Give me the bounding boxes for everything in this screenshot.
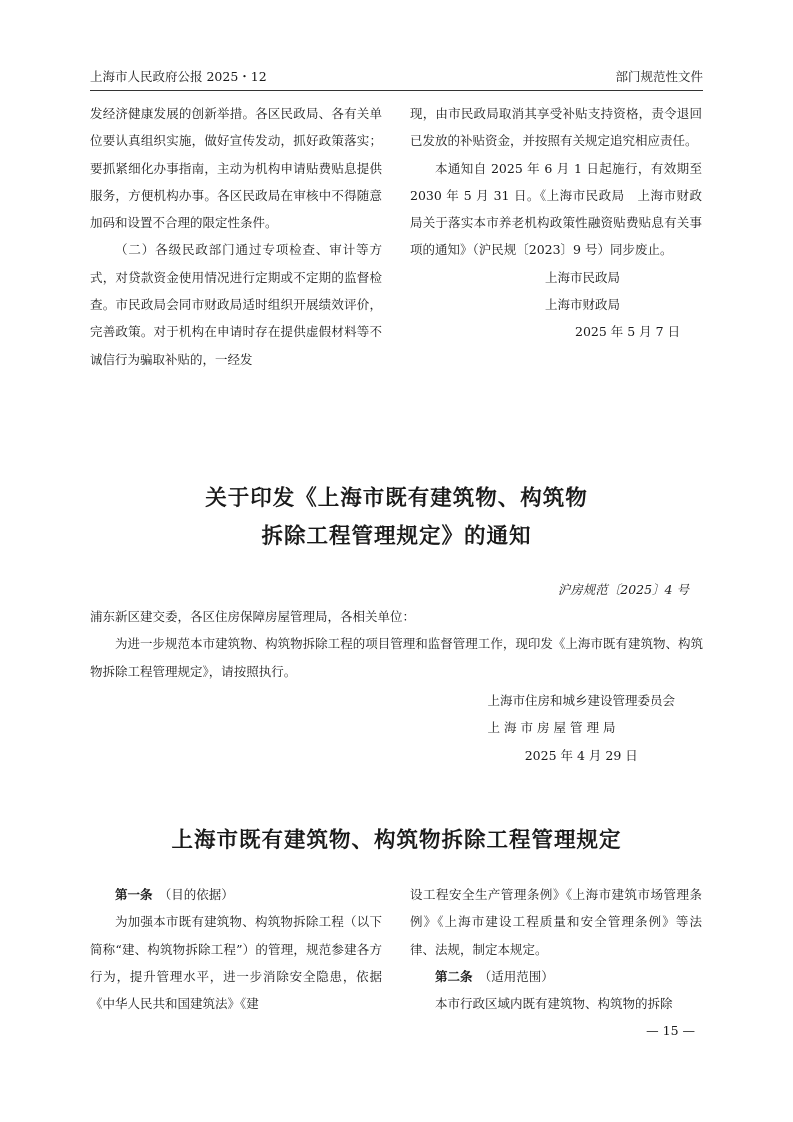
- char: 屋: [553, 720, 566, 736]
- signature-line-spread: [487, 714, 675, 741]
- article-topic: （目的依据）: [165, 887, 234, 902]
- column-4: [410, 881, 702, 1017]
- column-2: [410, 100, 702, 346]
- signature-line: 上海市民政局: [545, 269, 621, 285]
- article-body: 本市行政区域内既有建筑物、构筑物的拆除: [435, 996, 673, 1012]
- paragraph: 本通知自 2025 年 6 月 1 日起施行，有效期至 2030 年 5 月 31 日。《上海市民政局 上海市财政局关于落实本市养老机构政策性融资贴费贴息有关事项的通知》（沪民规〔2023〕9 号）同步废止。: [410, 160, 702, 258]
- article-heading: [90, 881, 382, 908]
- paragraph: 现，由市民政局取消其享受补贴支持资格，责令退回已发放的补贴资金，并按照有关规定追究相应责任。: [410, 106, 702, 149]
- article-topic: （适用范围）: [485, 968, 554, 984]
- notice-title-line: 拆除工程管理规定》的通知: [261, 524, 532, 549]
- paragraph: 发经济健康发展的创新举措。各区民政局、各有关单位要认真组织实施，做好宣传发动，抓好政策落实；要抓紧细化办事指南，主动为机构申请贴费贴息提供服务，方便机构办事。各区民政局在审核中不得随意加码和设置不合理的限定性条件。: [90, 106, 382, 231]
- regulation-title: 上海市既有建筑物、构筑物拆除工程管理规定: [171, 828, 622, 853]
- notice-title-line: 关于印发《上海市既有建筑物、构筑物: [205, 486, 588, 511]
- signature-date: 2025 年 5 月 7 日: [575, 324, 681, 340]
- header-section: 部门规范性文件: [615, 69, 703, 84]
- column-1: [90, 100, 382, 373]
- char: 局: [602, 720, 616, 736]
- char: 海: [503, 720, 517, 736]
- signature-block-1: [410, 264, 702, 346]
- char: 上: [487, 720, 500, 736]
- signature-date: 2025 年 4 月 29 日: [524, 747, 638, 763]
- notice-title: [90, 480, 703, 556]
- signature-block-2: [487, 687, 675, 769]
- char: 管: [569, 720, 583, 736]
- article-label: 第一条: [115, 887, 153, 902]
- document-number: 沪房规范〔2025〕4 号: [557, 582, 689, 597]
- article-label: 第二条: [435, 968, 473, 984]
- paragraph: 为进一步规范本市建筑物、构筑物拆除工程的项目管理和监督管理工作，现印发《上海市既有建筑物、构筑物拆除工程管理规定》，请按照执行。: [90, 636, 703, 679]
- column-3: [90, 881, 382, 1017]
- char: 房: [536, 720, 550, 736]
- signature-line: 上海市财政局: [545, 297, 621, 313]
- header-publication: 上海市人民政府公报 2025・12: [90, 69, 267, 84]
- addressee: 浦东新区建交委，各区住房保障房屋管理局，各相关单位：: [90, 609, 416, 624]
- article-heading: [410, 963, 702, 990]
- paragraph: （二）各级民政部门通过专项检查、审计等方式，对贷款资金使用情况进行定期或不定期的监督检查。市民政局会同市财政局适时组织开展绩效评价，完善政策。对于机构在申请时存在提供虚假材料等不诚信行为骗取补贴的，一经发: [90, 242, 382, 367]
- article-body-continued: 设工程安全生产管理条例》《上海市建筑市场管理条例》《上海市建设工程质量和安全管理条例》等法律、法规，制定本规定。: [410, 887, 702, 957]
- header-divider: [90, 90, 703, 91]
- notice-body: [90, 603, 703, 685]
- page-number: — 15 —: [646, 1023, 695, 1038]
- signature-line: 上海市住房和城乡建设管理委员会: [487, 693, 675, 708]
- article-body: 为加强本市既有建筑物、构筑物拆除工程（以下简称“建、构筑物拆除工程”）的管理，规范参建各方行为，提升管理水平，进一步消除安全隐患，依据《中华人民共和国建筑法》《建: [90, 914, 382, 1012]
- char: 市: [520, 720, 533, 736]
- char: 理: [586, 720, 599, 736]
